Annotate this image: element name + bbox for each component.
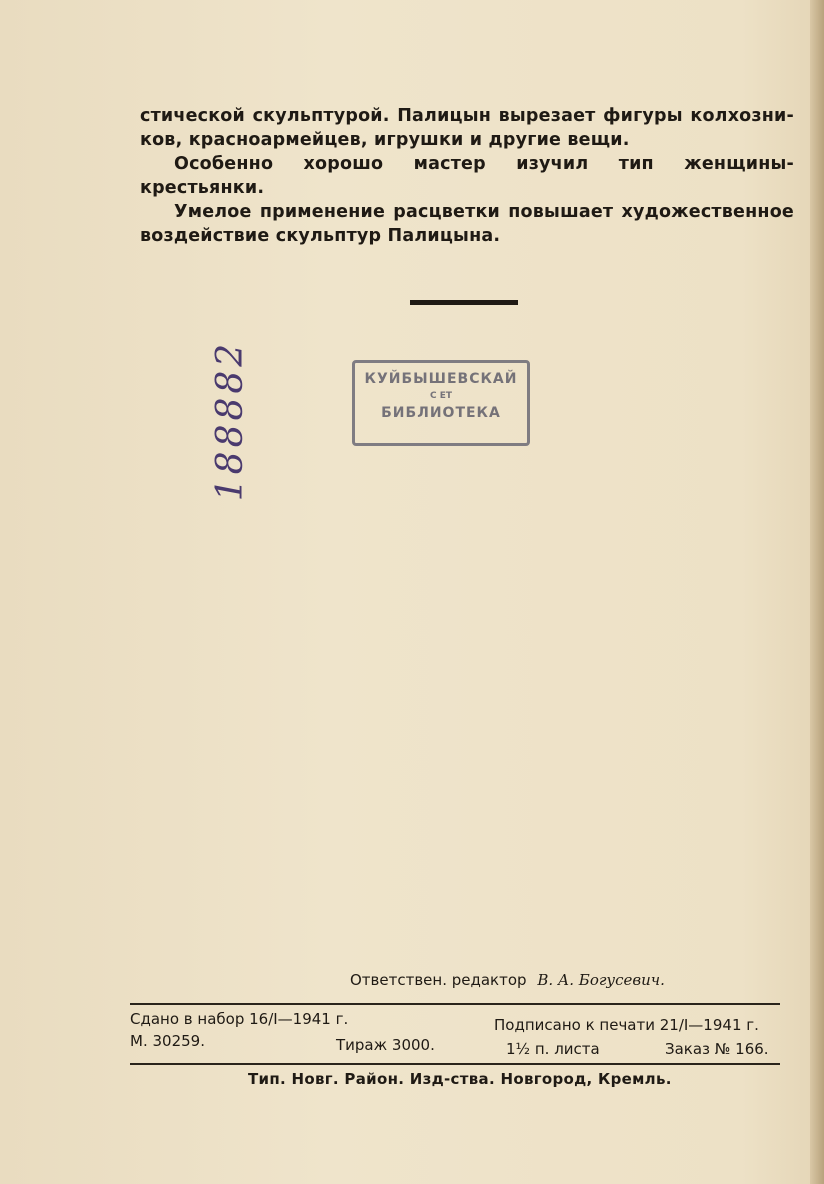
stamp-line-1: КУЙБЫШЕВСКАЙ (364, 371, 518, 387)
editor-name: В. А. Богусевич. (537, 971, 665, 989)
library-stamp (352, 360, 530, 446)
imprint-signed: Подписано к печати 21/I—1941 г. (494, 1016, 759, 1034)
imprint-top-rule (130, 1003, 780, 1005)
imprint-bottom-rule (130, 1063, 780, 1065)
stamp-line-3: БИБЛИОТЕКА (381, 405, 501, 421)
stamp-line-2: С ЕТ (429, 391, 453, 401)
text-line-1: стической скульптурой. Палицын вырезает фигуры колхозни- (140, 106, 794, 126)
imprint-submitted: Сдано в набор 16/I—1941 г. (130, 1010, 349, 1028)
printer-footer: Тип. Новг. Район. Изд-ства. Новгород, Кремль. (248, 1070, 672, 1088)
section-divider (410, 300, 518, 305)
imprint-print-run: Тираж 3000. (336, 1036, 435, 1054)
text-line-5: воздействие скульптур Палицына. (140, 226, 501, 246)
imprint-order: Заказ № 166. (665, 1040, 769, 1058)
text-line-2: ков, красноармейцев, игрушки и другие вещи. (140, 130, 630, 150)
imprint-permit: М. 30259. (130, 1032, 205, 1050)
handwritten-inventory-number: 188882 (210, 339, 252, 502)
text-line-4: Умелое применение расцветки повышает художественное (174, 202, 794, 222)
imprint-sheets: 1½ п. листа (506, 1040, 600, 1058)
page-edge (810, 0, 824, 1184)
body-text (140, 104, 794, 248)
text-line-3: Особенно хорошо мастер изучил тип женщины-крестьянки. (140, 154, 794, 198)
editor-credit (350, 971, 665, 989)
editor-label: Ответствен. редактор (350, 971, 527, 989)
